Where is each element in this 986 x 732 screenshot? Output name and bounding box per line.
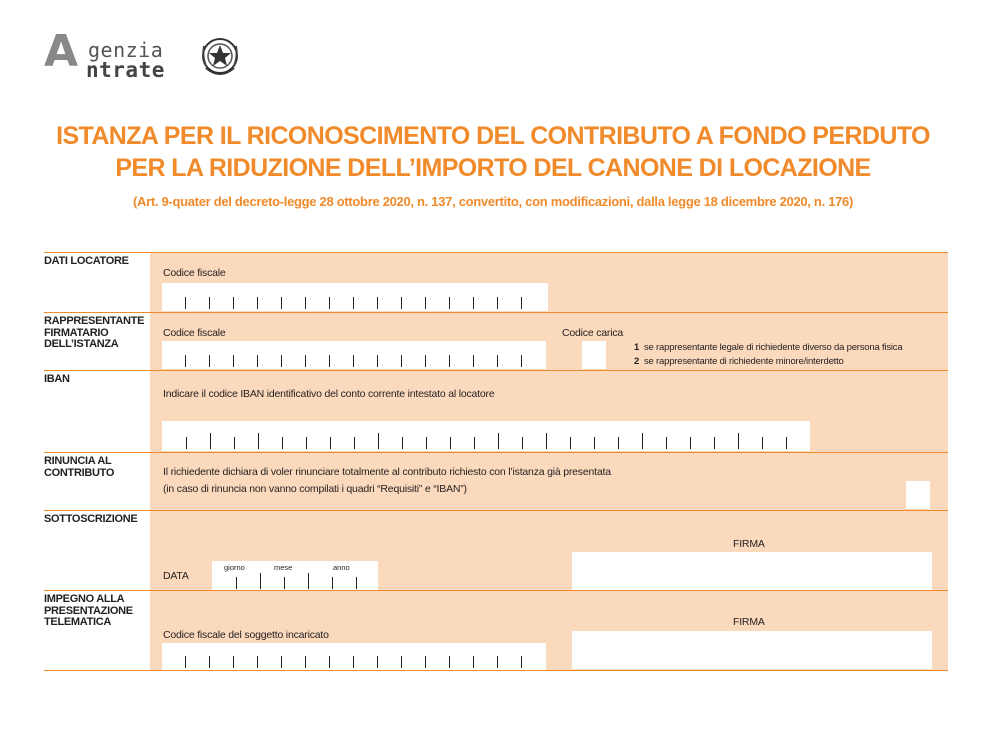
rappresentante-codice-fiscale-input[interactable]	[162, 341, 546, 369]
form-subtitle: (Art. 9-quater del decreto-legge 28 ottobre 2020, n. 137, convertito, con modificazioni, dalla legge 18 dicembre 2020, n. 176)	[132, 194, 854, 209]
section-rappresentante	[44, 312, 948, 371]
firma-label: FIRMA	[733, 538, 765, 550]
rinuncia-text-line2: (in caso di rinuncia non vanno compilati i quadri “Requisiti” e “IBAN”)	[163, 483, 467, 495]
codice-carica-input[interactable]	[582, 341, 606, 369]
section-label: SOTTOSCRIZIONE	[44, 513, 138, 525]
anno-label: anno	[333, 563, 350, 572]
data-label: DATA	[163, 570, 189, 582]
firma-sottoscrizione-input[interactable]	[572, 552, 932, 590]
locatore-codice-fiscale-input[interactable]	[162, 283, 548, 311]
firma-impegno-input[interactable]	[572, 631, 932, 669]
form-title-line1: ISTANZA PER IL RICONOSCIMENTO DEL CONTRIBUTO A FONDO PERDUTO	[56, 122, 930, 150]
cell-dividers	[162, 293, 548, 309]
carica-option-1: 1 se rappresentante legale di richiedente diverso da persona fisica	[634, 342, 903, 353]
logo-word-entrate: ntrate	[86, 58, 165, 82]
section-body	[150, 591, 948, 671]
rinuncia-checkbox[interactable]	[906, 481, 930, 509]
giorno-label: giorno	[224, 563, 245, 572]
codice-fiscale-incaricato-label: Codice fiscale del soggetto incaricato	[163, 629, 329, 641]
bottom-rule	[44, 670, 948, 671]
cell-dividers	[162, 433, 810, 449]
section-body	[150, 511, 948, 591]
mese-label: mese	[274, 563, 293, 572]
section-label: IBAN	[44, 373, 70, 385]
firma-label: FIRMA	[733, 616, 765, 628]
section-label: RAPPRESENTANTE FIRMATARIO DELL’ISTANZA	[44, 315, 145, 350]
codice-fiscale-label: Codice fiscale	[163, 267, 226, 279]
section-sottoscrizione	[44, 510, 948, 591]
section-iban	[44, 370, 948, 453]
agenzia-entrate-logo	[42, 26, 242, 84]
logo-word-agenzia: genzia	[88, 38, 164, 62]
form-title-line2: PER LA RIDUZIONE DELL’IMPORTO DEL CANONE DI LOCAZIONE	[115, 154, 871, 182]
italian-emblem-icon	[198, 32, 242, 82]
section-body	[150, 453, 948, 511]
cell-dividers	[162, 351, 546, 367]
section-body	[150, 313, 948, 371]
section-dati-locatore	[44, 252, 948, 313]
carica-option-2: 2 se rappresentante di richiedente minore/interdetto	[634, 356, 844, 367]
section-body	[150, 371, 948, 453]
logo-letter-a: A	[44, 26, 79, 77]
cell-dividers	[162, 652, 546, 668]
iban-input[interactable]	[162, 421, 810, 451]
section-label: RINUNCIA AL CONTRIBUTO	[44, 455, 115, 479]
cell-dividers	[212, 573, 378, 589]
rinuncia-text-line1: Il richiedente dichiara di voler rinunciare totalmente al contributo richiesto con l’istanza già presentata	[163, 466, 611, 478]
codice-fiscale-label: Codice fiscale	[163, 327, 226, 339]
section-impegno	[44, 590, 948, 671]
section-label: DATI LOCATORE	[44, 255, 129, 267]
incaricato-codice-fiscale-input[interactable]	[162, 643, 546, 670]
iban-instruction: Indicare il codice IBAN identificativo del conto corrente intestato al locatore	[163, 388, 495, 400]
section-label: IMPEGNO ALLA PRESENTAZIONE TELEMATICA	[44, 593, 133, 628]
section-body	[150, 253, 948, 313]
codice-carica-label: Codice carica	[562, 327, 624, 339]
section-rinuncia	[44, 452, 948, 511]
data-input[interactable]	[212, 561, 378, 591]
